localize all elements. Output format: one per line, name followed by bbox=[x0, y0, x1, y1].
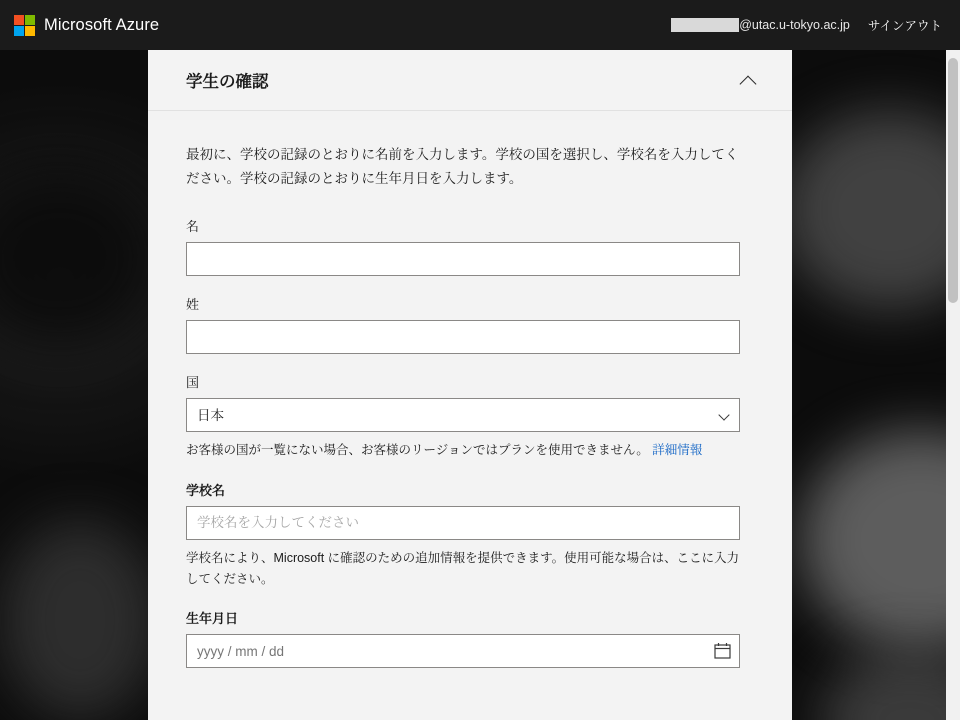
first-name-field-group bbox=[186, 216, 754, 276]
last-name-input[interactable] bbox=[186, 320, 740, 354]
first-name-label: 名 bbox=[186, 219, 200, 235]
scrollbar-thumb[interactable] bbox=[948, 58, 958, 303]
birthdate-field-group bbox=[186, 608, 754, 668]
intro-text: 最初に、学校の記録のとおりに名前を入力します。学校の国を選択し、学校名を入力してください。学校の記録のとおりに生年月日を入力します。 bbox=[186, 147, 739, 186]
page-scrollbar[interactable] bbox=[946, 50, 960, 720]
chevron-up-icon bbox=[741, 73, 756, 88]
microsoft-logo-icon bbox=[14, 15, 35, 36]
brand-label: Microsoft Azure bbox=[44, 15, 160, 34]
school-name-field-group bbox=[186, 480, 754, 591]
top-bar-right bbox=[671, 16, 946, 34]
account-email bbox=[671, 18, 850, 32]
country-helper-label: お客様の国が一覧にない場合、お客様のリージョンではプランを使用できません。 bbox=[186, 443, 649, 458]
last-name-field-group bbox=[186, 294, 754, 354]
student-verification-card bbox=[148, 50, 792, 720]
last-name-label: 姓 bbox=[186, 297, 200, 313]
birthdate-input[interactable]: yyyy / mm / dd bbox=[186, 634, 740, 668]
country-field-group bbox=[186, 372, 754, 461]
card-header bbox=[148, 50, 792, 111]
page-title: 学生の確認 bbox=[186, 73, 269, 91]
school-name-input[interactable] bbox=[186, 506, 740, 540]
school-name-helper-text: 学校名により、Microsoft に確認のための追加情報を提供できます。使用可能な場合は、ここに入力してください。 bbox=[186, 550, 740, 586]
country-learn-more-link[interactable]: 詳細情報 bbox=[652, 443, 703, 458]
sign-out-link[interactable]: サインアウト bbox=[867, 19, 942, 33]
account-domain: @utac.u-tokyo.ac.jp bbox=[739, 18, 850, 32]
first-name-input[interactable] bbox=[186, 242, 740, 276]
redacted-username bbox=[671, 18, 739, 32]
country-select[interactable] bbox=[186, 398, 740, 432]
collapse-section-button[interactable] bbox=[734, 66, 762, 94]
card-body bbox=[148, 111, 792, 720]
country-label: 国 bbox=[186, 375, 200, 391]
calendar-icon[interactable] bbox=[714, 642, 731, 659]
birthdate-label: 生年月日 bbox=[186, 611, 239, 626]
azure-top-bar bbox=[0, 0, 960, 50]
school-name-label: 学校名 bbox=[186, 482, 226, 498]
azure-brand[interactable] bbox=[14, 15, 159, 36]
country-helper-text bbox=[186, 440, 742, 461]
